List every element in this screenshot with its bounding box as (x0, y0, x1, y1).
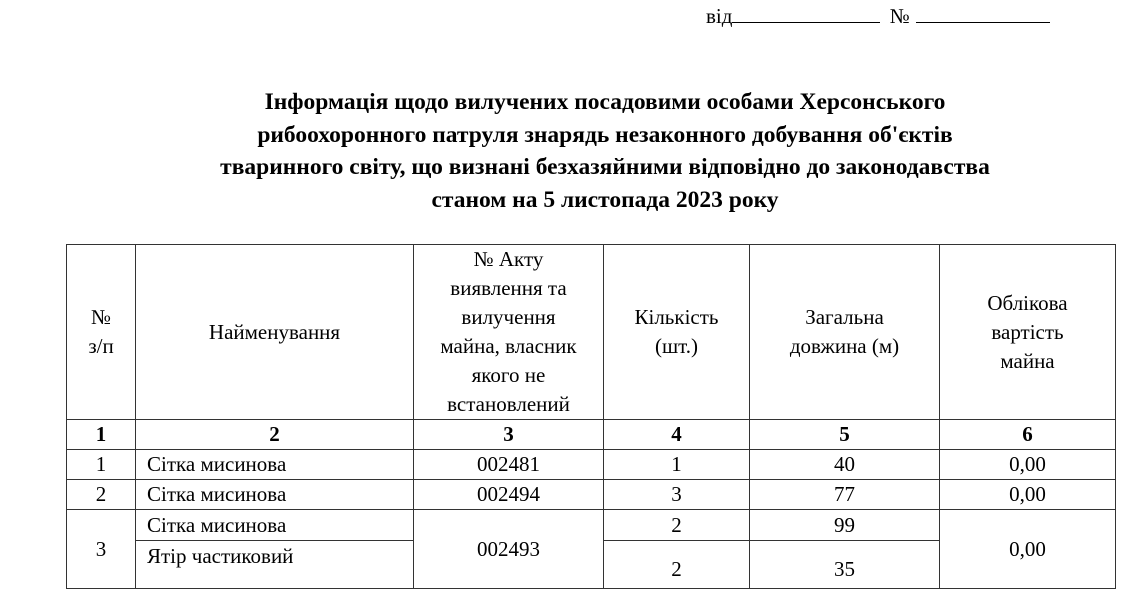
header-quantity (604, 245, 750, 420)
document-title (100, 86, 1110, 216)
row-number: 2 (67, 480, 136, 510)
book-value: 0,00 (940, 450, 1116, 480)
total-length: 35 (750, 541, 940, 589)
header-text: Загальна (805, 305, 884, 329)
act-number: 002481 (414, 450, 604, 480)
header-name (136, 245, 414, 420)
header-act-number (414, 245, 604, 420)
header-text: вилучення (461, 305, 556, 329)
column-number: 4 (604, 420, 750, 450)
book-value: 0,00 (940, 480, 1116, 510)
column-number: 1 (67, 420, 136, 450)
header-text: якого не (471, 363, 546, 387)
date-label: від (706, 4, 733, 28)
book-value: 0,00 (940, 510, 1116, 589)
header-book-value (940, 245, 1116, 420)
item-name: Сітка мисинова (136, 480, 414, 510)
header-text: встановлений (447, 392, 570, 416)
seized-items-table (66, 244, 1116, 589)
column-number: 5 (750, 420, 940, 450)
act-number: 002494 (414, 480, 604, 510)
quantity: 2 (604, 541, 750, 589)
header-total-length (750, 245, 940, 420)
table-header-row (67, 245, 1116, 420)
header-text: Найменування (208, 319, 341, 344)
header-text: виявлення та (450, 276, 567, 300)
act-number: 002493 (414, 510, 604, 589)
header-text: майна (1000, 348, 1055, 373)
item-name: Сітка мисинова (136, 510, 414, 541)
title-line-3: тваринного світу, що визнані безхазяйними відповідно до законодавства (220, 154, 990, 180)
column-number: 3 (414, 420, 604, 450)
total-length: 40 (750, 450, 940, 480)
number-blank-field (916, 0, 1050, 23)
header-text: (шт.) (654, 334, 698, 358)
title-line-4: станом на 5 листопада 2023 року (431, 186, 779, 213)
number-label: № (889, 4, 910, 28)
table-row (67, 450, 1116, 480)
row-number: 3 (67, 510, 136, 589)
total-length: 77 (750, 480, 940, 510)
header-text: довжина (м) (789, 334, 900, 358)
quantity: 1 (604, 450, 750, 480)
total-length: 99 (750, 510, 940, 541)
table-row (67, 480, 1116, 510)
header-text: вартість (991, 319, 1064, 344)
header-text: з/п (88, 334, 114, 358)
header-text: Облікова (987, 290, 1068, 315)
header-text: № (90, 305, 112, 329)
header-text: Кількість (634, 305, 719, 329)
table-row (67, 510, 1116, 541)
reference-line (706, 0, 1050, 31)
quantity: 2 (604, 510, 750, 541)
header-text: майна, власник (440, 334, 577, 358)
row-number: 1 (67, 450, 136, 480)
item-name: Ятір частиковий (136, 541, 414, 589)
header-text: № Акту (473, 247, 544, 271)
item-name: Сітка мисинова (136, 450, 414, 480)
date-blank-field (732, 0, 880, 23)
title-line-2: рибоохоронного патруля знарядь незаконного добування об'єктів (257, 121, 953, 148)
header-number (67, 245, 136, 420)
title-line-1: Інформація щодо вилучених посадовими особами Херсонського (264, 89, 946, 115)
column-number: 2 (136, 420, 414, 450)
column-number: 6 (940, 420, 1116, 450)
column-numbers-row (67, 420, 1116, 450)
quantity: 3 (604, 480, 750, 510)
